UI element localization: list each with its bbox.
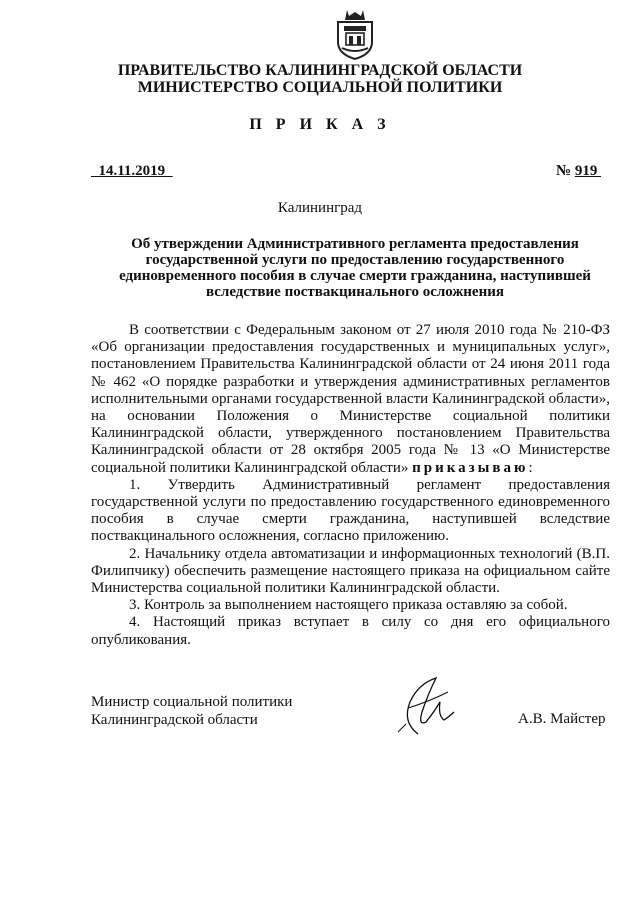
coat-of-arms-emblem	[332, 8, 378, 60]
order-item-4: 4. Настоящий приказ вступает в силу со дня его официального опубликования.	[91, 614, 610, 648]
preamble-text: В соответствии с Федеральным законом от 27 июля 2010 года № 210-ФЗ «Об организации предоставления государственных и муниципальных услуг», постановлением Правительства Калининградской области от 24 июня 2011 года № 462 «О порядке разработки и утверждения административных регламентов исполнительными органами государственной власти Калининградской области», на основании Положения о Министерстве социальной политики Калининградской области, утвержденного постановлением Правительства Калининградской области от 28 октября 2005 года № 13 «О Министерстве социальной политики Калининградской области»	[91, 322, 610, 476]
signer-position-line2: Калининградской области	[91, 712, 258, 728]
order-item-3: 3. Контроль за выполнением настоящего приказа оставляю за собой.	[129, 597, 568, 614]
city-name: Калининград	[277, 200, 363, 216]
number-value: 919	[574, 163, 602, 179]
ministry-name: МИНИСТЕРСТВО СОЦИАЛЬНОЙ ПОЛИТИКИ	[137, 79, 503, 96]
document-title: Об утверждении Административного регламента предоставления государственной услуги по предоставлению государственного единовременного пособия в случае смерти гражданина, наступившей вследствие поствакцинального осложнения	[119, 236, 591, 300]
order-keyword: приказываю	[412, 459, 529, 476]
signer-position-line1: Министр социальной политики	[91, 694, 293, 710]
preamble-paragraph	[91, 322, 610, 477]
organization-name: ПРАВИТЕЛЬСТВО КАЛИНИНГРАДСКОЙ ОБЛАСТИ	[117, 62, 523, 79]
handwritten-signature	[388, 672, 468, 742]
order-item-2: 2. Начальнику отдела автоматизации и информационных технологий (В.П. Филипчику) обеспечить размещение настоящего приказа на официальном сайте Министерства социальной политики Калининградской области.	[91, 545, 610, 597]
signer-name: А.В. Майстер	[518, 711, 606, 727]
document-type-heading: П Р И К А З	[249, 116, 391, 133]
document-body	[91, 322, 610, 649]
document-date: 14.11.2019	[91, 163, 173, 179]
preamble-end: :	[528, 459, 533, 476]
number-prefix: №	[556, 163, 575, 179]
order-item-1: 1. Утвердить Административный регламент предоставления государственной услуги по предоставлению государственного единовременного пособия в случае смерти гражданина, наступившей вследствие поствакцинального осложнения, согласно приложению.	[91, 476, 610, 545]
document-number	[556, 163, 601, 180]
signer-position	[91, 693, 292, 729]
